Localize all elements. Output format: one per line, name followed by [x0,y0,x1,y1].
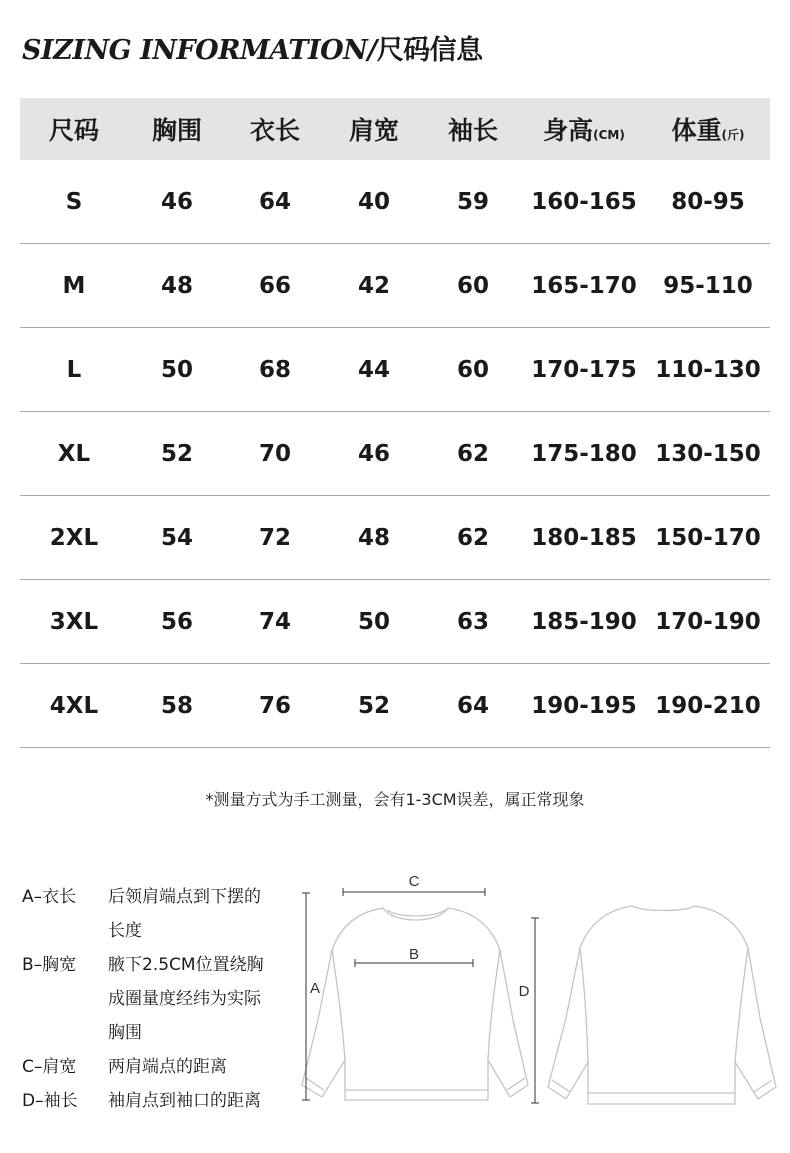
cell-sleeve: 64 [456,692,489,719]
header-weight-unit: (斤) [721,128,745,142]
cell-size: 3XL [49,608,99,635]
cell-size: L [66,356,82,383]
header-chest: 胸围 [151,116,202,145]
cell-length: 68 [258,356,291,383]
cell-chest: 50 [160,356,193,383]
cell-length: 70 [258,440,291,467]
cell-length: 76 [258,692,291,719]
legend-text: 两肩端点的距离 [108,1057,227,1077]
cell-height: 175-180 [531,440,637,467]
cell-size: S [65,188,83,215]
cell-shoulder: 50 [357,608,390,635]
cell-sleeve: 59 [456,188,489,215]
legend-text: 成圈量度经纬为实际 [108,989,261,1009]
cell-sleeve: 62 [456,524,489,551]
cell-height: 190-195 [531,692,637,719]
cell-length: 64 [258,188,291,215]
cell-shoulder: 48 [357,524,390,551]
cell-weight: 150-170 [655,524,761,551]
cell-chest: 52 [160,440,193,467]
cell-chest: 58 [160,692,193,719]
legend-text: 腋下2.5CM位置绕胸 [108,955,264,975]
legend-text: 长度 [108,921,142,941]
cell-chest: 48 [160,272,193,299]
legend-text: 袖肩点到袖口的距离 [108,1091,261,1111]
cell-height: 165-170 [531,272,637,299]
cell-size: 2XL [49,524,99,551]
header-height: 身高(CM) [543,116,625,145]
cell-size: XL [57,440,91,467]
label-b: B [408,946,420,963]
measurement-note: *测量方式为手工测量，会有1-3CM误差，属正常现象 [205,790,585,809]
legend-key: C–肩宽 [22,1057,77,1077]
cell-shoulder: 40 [357,188,390,215]
cell-weight: 190-210 [655,692,761,719]
header-weight: 体重(斤) [671,116,745,145]
cell-sleeve: 60 [456,272,489,299]
cell-shoulder: 46 [357,440,390,467]
header-length: 衣长 [249,116,300,145]
front-sweatshirt-illustration [302,908,528,1100]
cell-sleeve: 62 [456,440,489,467]
cell-weight: 130-150 [655,440,761,467]
header-height-unit: (CM) [593,128,625,142]
cell-length: 66 [258,272,291,299]
cell-chest: 54 [160,524,193,551]
header-size: 尺码 [48,116,99,145]
legend-key: D–袖长 [22,1091,78,1111]
legend-key: A–衣长 [22,887,77,907]
cell-weight: 170-190 [655,608,761,635]
cell-weight: 80-95 [671,188,745,215]
cell-sleeve: 63 [456,608,489,635]
cell-weight: 110-130 [655,356,761,383]
header-sleeve: 袖长 [447,116,498,145]
title-chinese: 尺码信息 [376,35,483,66]
legend-text: 后领肩端点到下摆的 [108,887,261,907]
cell-chest: 46 [160,188,193,215]
cell-height: 170-175 [531,356,637,383]
cell-height: 180-185 [531,524,637,551]
cell-weight: 95-110 [663,272,753,299]
title-english: SIZING INFORMATION/ [22,35,377,66]
legend-key: B–胸宽 [22,955,77,975]
legend-text: 胸围 [108,1023,142,1043]
cell-size: 4XL [49,692,99,719]
cell-shoulder: 52 [357,692,390,719]
cell-shoulder: 44 [357,356,390,383]
label-c: C [408,873,420,890]
cell-height: 185-190 [531,608,637,635]
cell-length: 74 [258,608,291,635]
cell-length: 72 [258,524,291,551]
cell-sleeve: 60 [456,356,489,383]
cell-size: M [62,272,86,299]
cell-height: 160-165 [531,188,637,215]
back-sweatshirt-illustration [548,906,776,1104]
cell-chest: 56 [160,608,193,635]
header-shoulder: 肩宽 [348,116,399,145]
label-a: A [309,980,321,997]
cell-shoulder: 42 [357,272,390,299]
label-d: D [518,983,530,1000]
